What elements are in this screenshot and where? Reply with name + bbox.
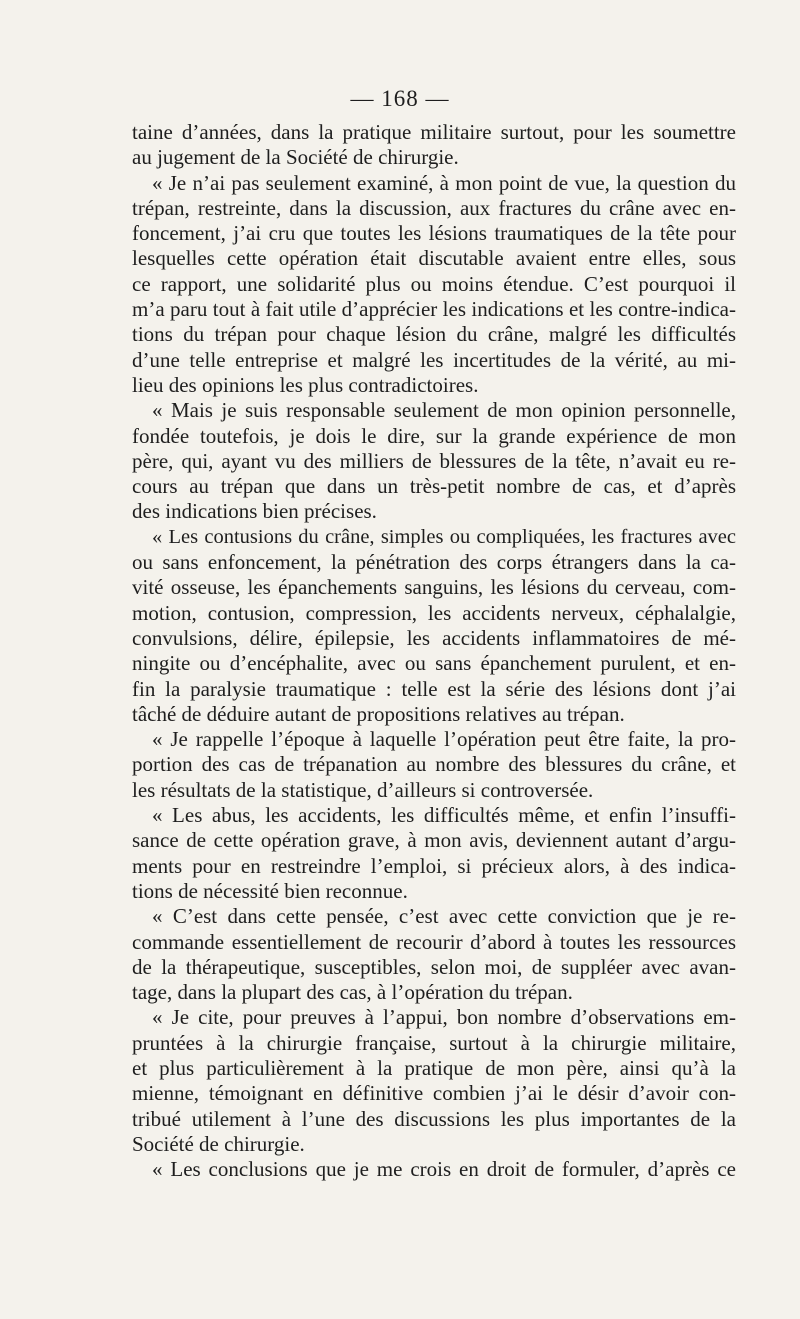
text-line: mienne, témoignant en définitive combien j’ai le désir d’avoir con- bbox=[132, 1081, 736, 1106]
text-line: fondée toutefois, je dois le dire, sur la grande expérience de mon bbox=[132, 423, 736, 448]
text-line: « C’est dans cette pensée, c’est avec cette conviction que je re- bbox=[152, 904, 736, 929]
paragraph bbox=[132, 120, 736, 171]
text-line: ce rapport, une solidarité plus ou moins étendue. C’est pourquoi il bbox=[132, 271, 736, 296]
text-line: au jugement de la Société de chirurgie. bbox=[132, 145, 459, 170]
text-line: tions du trépan pour chaque lésion du crâne, malgré les difficultés bbox=[132, 322, 736, 347]
text-line: d’une telle entreprise et malgré les incertitudes de la vérité, au mi- bbox=[132, 347, 736, 372]
paragraph bbox=[132, 803, 736, 904]
text-line: « Mais je suis responsable seulement de mon opinion personnelle, bbox=[152, 398, 736, 423]
text-line: m’a paru tout à fait utile d’apprécier les indications et les contre-indica- bbox=[132, 297, 736, 322]
text-line: lieu des opinions les plus contradictoires. bbox=[132, 372, 479, 397]
text-line: pruntées à la chirurgie française, surtout à la chirurgie militaire, bbox=[132, 1030, 736, 1055]
body-text bbox=[132, 120, 736, 1182]
text-line: « Je n’ai pas seulement examiné, à mon point de vue, la question du bbox=[152, 170, 736, 195]
text-line: les résultats de la statistique, d’ailleurs si controversée. bbox=[132, 777, 594, 802]
text-line: ningite ou d’encéphalite, avec ou sans épanchement purulent, et en- bbox=[132, 651, 736, 676]
page-number: — 168 — bbox=[350, 86, 450, 111]
text-line: tage, dans la plupart des cas, à l’opération du trépan. bbox=[132, 980, 573, 1005]
text-line: sance de cette opération grave, à mon avis, deviennent autant d’argu- bbox=[132, 828, 736, 853]
text-line: portion des cas de trépanation au nombre des blessures du crâne, et bbox=[132, 752, 736, 777]
paragraph bbox=[132, 904, 736, 1005]
text-line: commande essentiellement de recourir d’abord à toutes les ressources bbox=[132, 929, 736, 954]
text-line: ou sans enfoncement, la pénétration des corps étrangers dans la ca- bbox=[132, 550, 736, 575]
paragraph bbox=[132, 1005, 736, 1157]
paragraph bbox=[132, 1157, 736, 1182]
text-line: foncement, j’ai cru que toutes les lésions traumatiques de la tête pour bbox=[132, 221, 736, 246]
paragraph bbox=[132, 398, 736, 524]
text-line: « Les contusions du crâne, simples ou compliquées, les fractures avec bbox=[152, 525, 736, 548]
text-line: ments pour en restreindre l’emploi, si précieux alors, à des indica- bbox=[132, 853, 736, 878]
text-line: tions de nécessité bien reconnue. bbox=[132, 878, 408, 903]
text-line: père, qui, ayant vu des milliers de blessures de la tête, n’avait eu re- bbox=[132, 448, 736, 473]
text-line: « Les conclusions que je me crois en droit de formuler, d’après ce bbox=[152, 1157, 736, 1182]
text-line: trépan, restreinte, dans la discussion, aux fractures du crâne avec en- bbox=[132, 195, 736, 220]
paragraph bbox=[132, 525, 736, 727]
text-line: tribué utilement à l’une des discussions les plus importantes de la bbox=[132, 1106, 736, 1131]
text-line: de la thérapeutique, susceptibles, selon moi, de suppléer avec avan- bbox=[132, 954, 736, 979]
text-line: lesquelles cette opération était discutable avaient entre elles, sous bbox=[132, 246, 736, 271]
text-line: et plus particulièrement à la pratique de mon père, ainsi qu’à la bbox=[132, 1055, 736, 1080]
text-line: convulsions, délire, épilepsie, les accidents inflammatoires de mé- bbox=[132, 625, 736, 650]
text-line: cours au trépan que dans un très-petit nombre de cas, et d’après bbox=[132, 474, 736, 499]
paragraph bbox=[132, 727, 736, 803]
text-line: « Je cite, pour preuves à l’appui, bon nombre d’observations em- bbox=[152, 1005, 736, 1030]
paragraph bbox=[132, 171, 736, 399]
text-line: des indications bien précises. bbox=[132, 499, 377, 524]
text-line: « Je rappelle l’époque à laquelle l’opération peut être faite, la pro- bbox=[152, 727, 736, 752]
text-line: Société de chirurgie. bbox=[132, 1131, 305, 1156]
text-line: motion, contusion, compression, les accidents nerveux, céphalalgie, bbox=[132, 600, 736, 625]
text-line: fin la paralysie traumatique : telle est la série des lésions dont j’ai bbox=[132, 676, 736, 701]
text-line: taine d’années, dans la pratique militaire surtout, pour les soumettre bbox=[132, 120, 736, 144]
text-line: vité osseuse, les épanchements sanguins, les lésions du cerveau, com- bbox=[132, 575, 736, 600]
text-line: « Les abus, les accidents, les difficultés même, et enfin l’insuffi- bbox=[152, 803, 736, 828]
text-line: tâché de déduire autant de propositions relatives au trépan. bbox=[132, 701, 625, 726]
